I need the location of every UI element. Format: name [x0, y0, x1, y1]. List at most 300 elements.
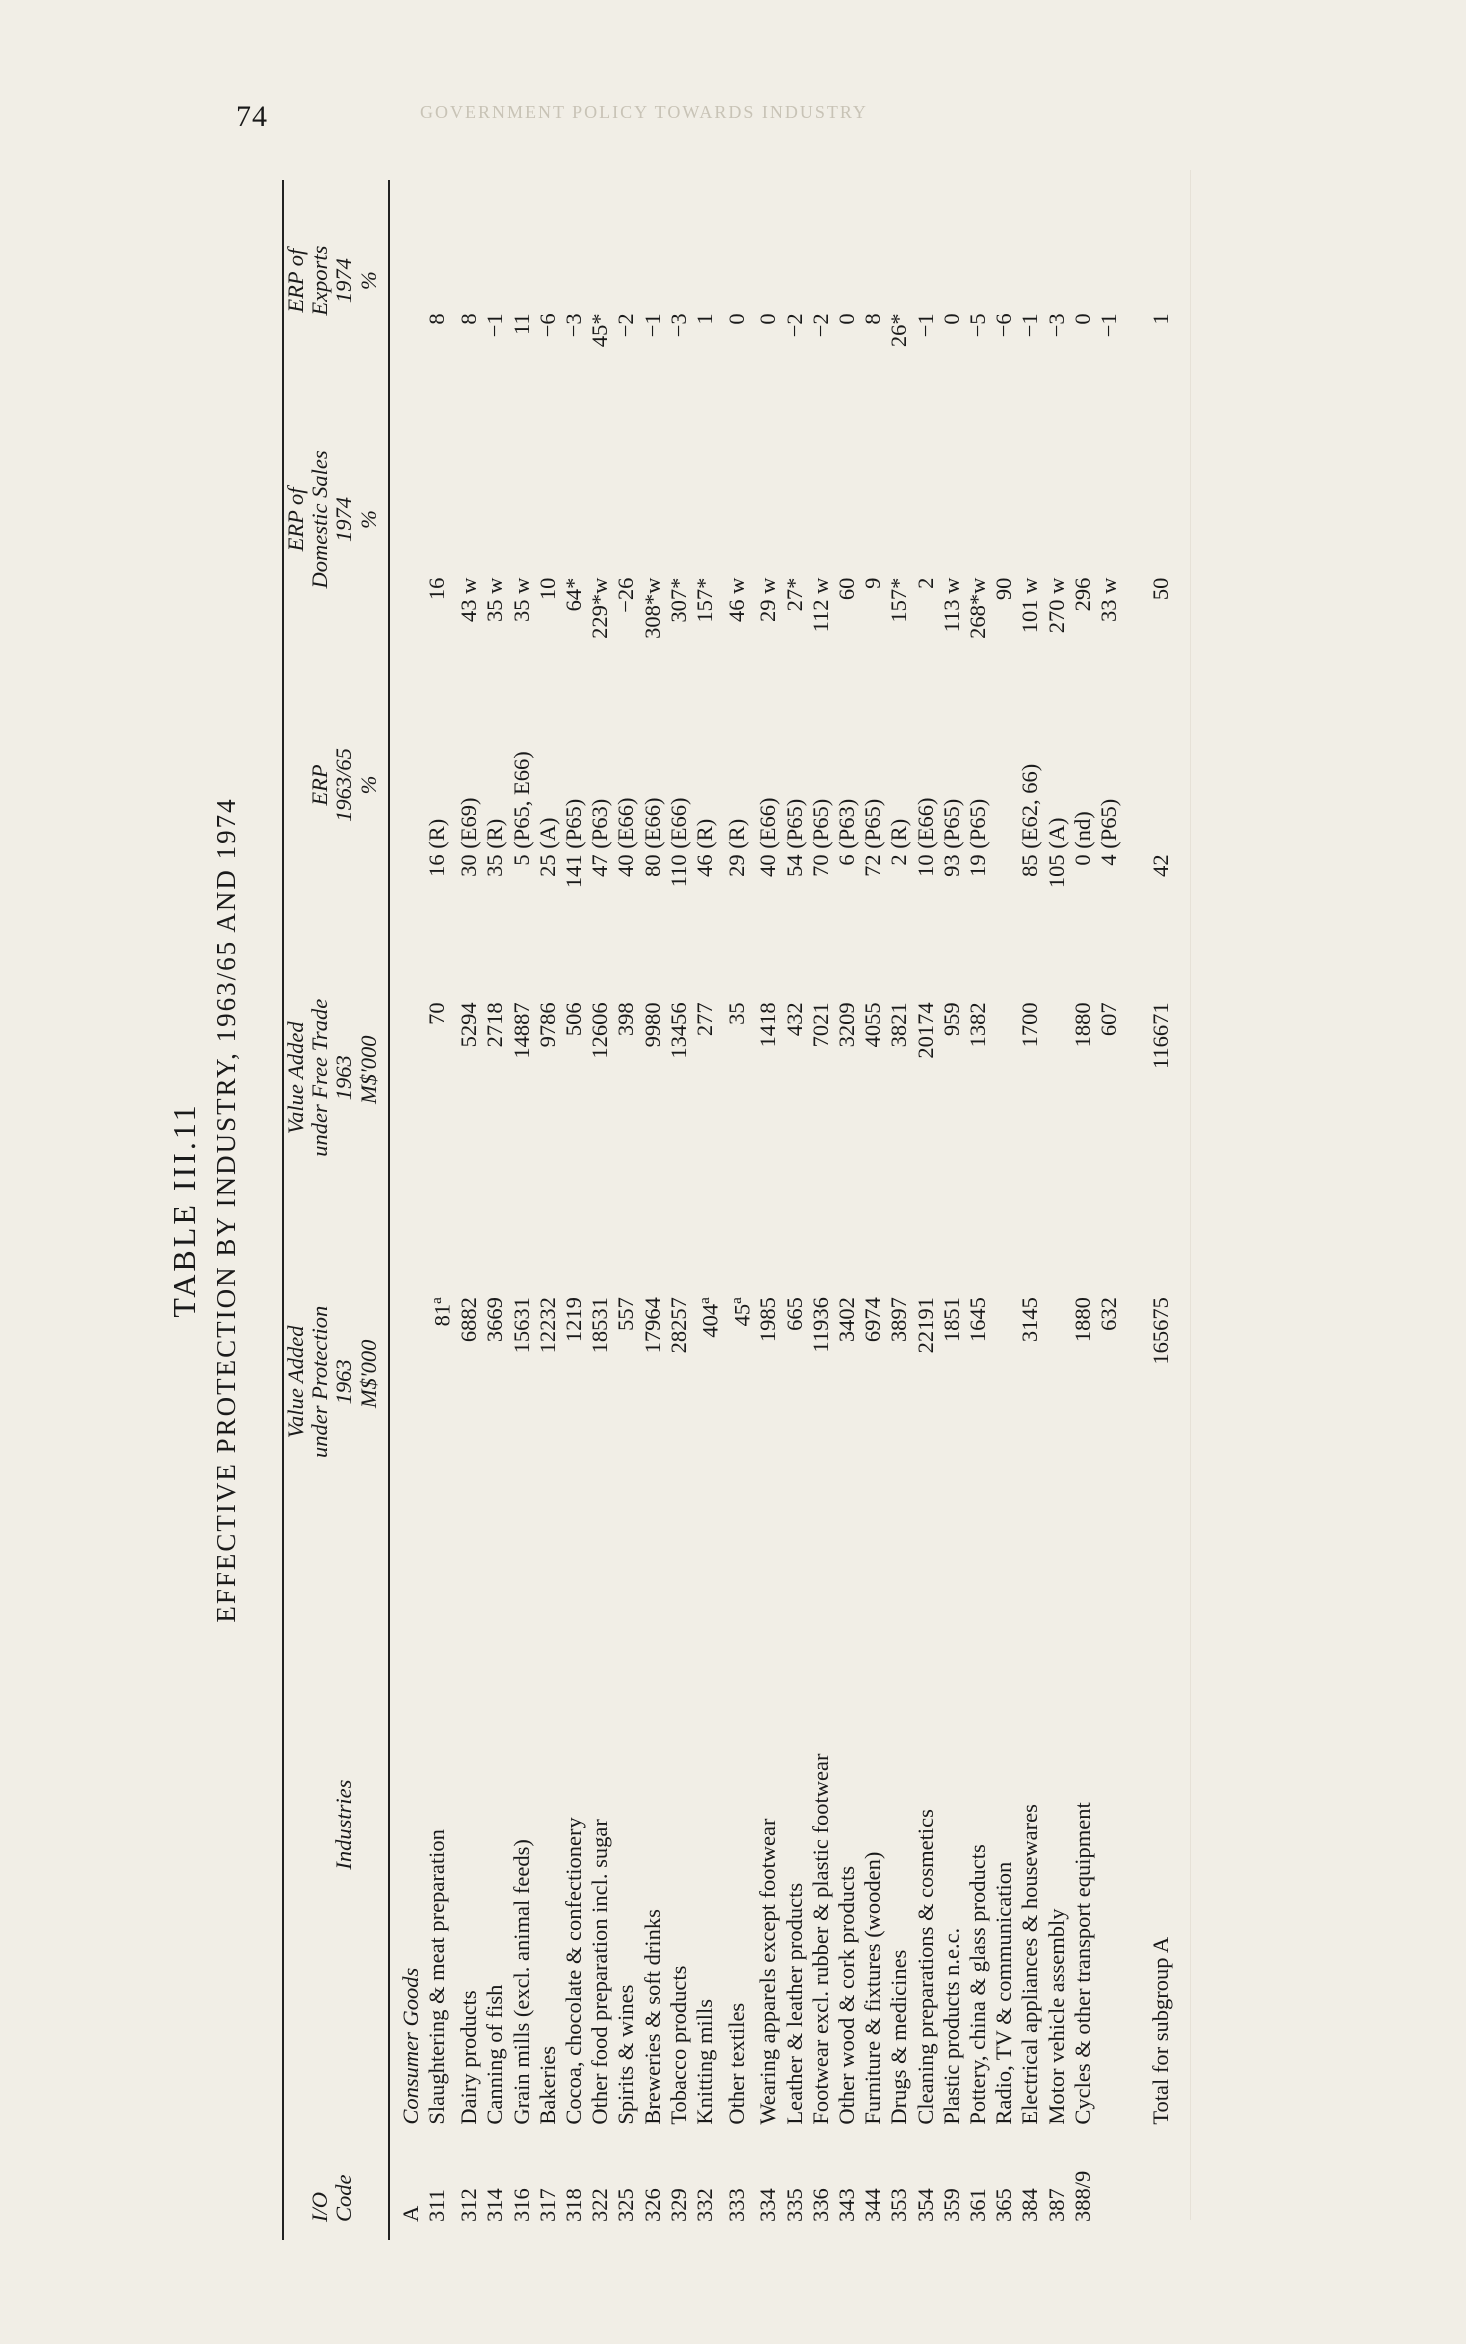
cell-va-free: 13456 — [665, 1002, 691, 1059]
cell-code: 387 — [1043, 2188, 1069, 2222]
cell-va-free: 1700 — [1017, 1002, 1043, 1048]
cell-erpe-value: −1 — [1017, 313, 1043, 338]
cell-erpd-value: 157* — [691, 577, 717, 623]
cell-erp-source: (P65) — [860, 798, 886, 855]
cell-erp-source: (R) — [886, 818, 912, 855]
cell-erpd-value: 60 — [833, 577, 859, 601]
cell-erp-domestic — [965, 381, 991, 657]
cell-erp-value: 105 — [1043, 854, 1069, 889]
cell-industry: Tobacco products — [665, 1965, 691, 2125]
cell-code: 361 — [964, 2188, 990, 2222]
cell-code: 365 — [991, 2188, 1017, 2222]
cell-va-protection: 22191 — [912, 1297, 938, 1354]
cell-va-protection: 18531 — [587, 1297, 613, 1354]
cell-va-protection: 11936 — [807, 1297, 833, 1353]
cell-erpe-value: −3 — [1043, 313, 1069, 338]
cell-erp-exports — [613, 180, 639, 381]
cell-erp-exports — [1070, 180, 1096, 381]
cell-code: 343 — [833, 2188, 859, 2222]
cell-erpd-value: 35 w — [482, 577, 508, 622]
cell-erp — [613, 658, 639, 913]
cell-erp-value: 141 — [560, 854, 586, 889]
cell-va-free: 1418 — [755, 1002, 781, 1048]
cell-erp-value: 80 — [639, 854, 665, 877]
cell-erp — [965, 658, 991, 913]
cell-erpd-value: 101 w — [1017, 577, 1043, 634]
unit-erpd: % — [356, 510, 381, 529]
cell-va-free: 506 — [560, 1002, 586, 1037]
cell-erpd-value: 90 — [991, 577, 1017, 601]
cell-erp-domestic — [613, 381, 639, 657]
cell-erp-value: 35 — [482, 854, 508, 877]
header-vap-line3: 1963 — [331, 1359, 356, 1405]
total-erpe-value: 1 — [1148, 313, 1174, 325]
cell-erp-domestic — [860, 381, 886, 657]
table-row — [939, 180, 965, 2240]
group-label: Consumer Goods — [398, 1967, 424, 2125]
header-vap-line1: Value Added — [283, 1325, 308, 1439]
cell-va-protection: 28257 — [665, 1297, 691, 1354]
table-row — [456, 180, 482, 2240]
cell-industry: Plastic products n.e.c. — [938, 1927, 964, 2125]
units-row — [356, 180, 389, 2240]
cell-erp — [1017, 658, 1043, 913]
cell-code: 312 — [456, 2188, 482, 2222]
cell-erp — [509, 658, 535, 913]
effective-protection-table — [284, 180, 1174, 2240]
cell-erpd-value: 29 w — [755, 577, 781, 622]
cell-va-free: 607 — [1095, 1002, 1121, 1037]
footnote-mark: a — [696, 1297, 713, 1304]
cell-erpe-value: −6 — [991, 313, 1017, 338]
cell-erp-source: (R) — [691, 818, 717, 855]
cell-va-protection: 1851 — [938, 1297, 964, 1343]
cell-erpe-value: −3 — [560, 313, 586, 338]
cell-erp-value: 25 — [534, 854, 560, 877]
cell-code: 311 — [424, 2189, 450, 2222]
cell-code: 384 — [1017, 2188, 1043, 2222]
cell-erp — [808, 658, 834, 913]
cell-erpd-value: 296 — [1069, 577, 1095, 612]
cell-erp-domestic — [913, 381, 939, 657]
cell-erp — [561, 658, 587, 913]
cell-erp-source: (R) — [723, 818, 749, 855]
header-erp — [284, 658, 356, 913]
cell-erp-source: (nd) — [1069, 811, 1095, 855]
cell-va-protection: 404$^a$ — [696, 1297, 723, 1338]
cell-erp — [991, 658, 1017, 913]
cell-erp-domestic — [1096, 381, 1122, 657]
cell-erpd-value: 113 w — [938, 577, 964, 633]
cell-erpe-value: 1 — [691, 313, 717, 325]
cell-erp-domestic — [535, 381, 561, 657]
cell-erpe-value: 8 — [456, 313, 482, 325]
cell-erp-source: (P65) — [560, 798, 586, 855]
cell-industry: Motor vehicle assembly — [1043, 1908, 1069, 2125]
cell-erp-value: 54 — [781, 854, 807, 877]
cell-industry: Slaughtering & meat preparation — [424, 1829, 450, 2125]
table-row — [640, 180, 666, 2240]
cell-erp-exports — [1044, 180, 1070, 381]
table-row — [1096, 180, 1122, 2240]
cell-industry: Furniture & fixtures (wooden) — [860, 1851, 886, 2125]
table-row — [666, 180, 692, 2240]
cell-erp-source: (E66) — [613, 797, 639, 855]
table-row — [587, 180, 613, 2240]
cell-erpe-value: 11 — [508, 313, 534, 335]
table-row — [808, 180, 834, 2240]
group-code: A — [398, 2205, 424, 2222]
unit-erp: % — [356, 775, 381, 795]
header-vaf-line3: 1963 — [331, 1055, 356, 1101]
cell-erp-exports — [755, 180, 781, 381]
cell-erp — [666, 658, 692, 913]
cell-erp-domestic — [782, 381, 808, 657]
cell-va-protection — [991, 1227, 1017, 1520]
cell-erp-domestic — [587, 381, 613, 657]
cell-va-free — [1044, 912, 1070, 1227]
header-va-protection — [284, 1227, 356, 1520]
cell-erp — [640, 658, 666, 913]
header-industries-line1: Industries — [331, 1779, 356, 1870]
cell-erp-value: 0 — [1069, 854, 1095, 866]
cell-erpe-value: −3 — [665, 313, 691, 338]
cell-erpe-value: −6 — [534, 313, 560, 338]
cell-va-free: 1382 — [964, 1002, 990, 1048]
cell-erp-source: (R) — [424, 818, 450, 855]
cell-erp-source: (E66) — [912, 797, 938, 855]
footnote-mark: a — [728, 1297, 745, 1304]
cell-erp-value: 29 — [723, 854, 749, 877]
cell-erp-domestic — [666, 381, 692, 657]
cell-erpd-value: 33 w — [1095, 577, 1121, 622]
table-row — [1044, 180, 1070, 2240]
cell-va-protection: 12232 — [534, 1297, 560, 1354]
cell-erp — [724, 658, 756, 913]
cell-va-free: 1880 — [1069, 1002, 1095, 1048]
total-erp-value: 42 — [1148, 854, 1174, 877]
page-number: 74 — [236, 100, 268, 133]
cell-erp-exports — [640, 180, 666, 381]
cell-va-free: 5294 — [456, 1002, 482, 1048]
cell-erp — [939, 658, 965, 913]
total-erp — [1122, 658, 1174, 913]
cell-erp-exports — [724, 180, 756, 381]
cell-industry: Dairy products — [456, 1990, 482, 2125]
cell-industry: Electrical appliances & housewares — [1017, 1804, 1043, 2125]
cell-erp-value: 40 — [613, 854, 639, 877]
cell-erpd-value: 307* — [665, 577, 691, 623]
cell-erpe-value: −1 — [912, 313, 938, 338]
cell-erp-value: 85 — [1017, 854, 1043, 877]
cell-erpe-value: −5 — [964, 313, 990, 338]
header-erpd-line2: Domestic Sales — [307, 450, 332, 589]
table-subtitle: EFFECTIVE PROTECTION BY INDUSTRY, 1963/65 AND 1974 — [211, 797, 241, 1623]
cell-erp-value: 46 — [691, 854, 717, 877]
cell-erpd-value: 157* — [886, 577, 912, 623]
cell-va-protection — [1044, 1227, 1070, 1520]
cell-erp-domestic — [424, 381, 456, 657]
cell-erp-source: (P65) — [964, 798, 990, 855]
header-va-free — [284, 912, 356, 1227]
cell-va-protection: 3402 — [833, 1297, 859, 1343]
cell-va-protection: 6974 — [860, 1297, 886, 1343]
cell-va-free: 9980 — [639, 1002, 665, 1048]
cell-erp-value: 40 — [755, 854, 781, 877]
rotated-table-block — [160, 180, 1174, 2240]
cell-industry: Other wood & cork products — [833, 1865, 859, 2125]
cell-va-free: 398 — [613, 1002, 639, 1037]
cell-code: 354 — [912, 2188, 938, 2222]
cell-code: 325 — [613, 2188, 639, 2222]
cell-code: 336 — [807, 2188, 833, 2222]
table-row — [886, 180, 912, 2240]
cell-erp-domestic — [692, 381, 724, 657]
cell-erp-exports — [424, 180, 456, 381]
cell-erpe-value: 0 — [1069, 313, 1095, 325]
header-vaf-line1: Value Added — [283, 1021, 308, 1135]
header-code-line2: Code — [331, 2174, 356, 2222]
cell-code: 359 — [938, 2188, 964, 2222]
cell-va-protection: 1219 — [560, 1297, 586, 1343]
cell-va-free: 20174 — [912, 1002, 938, 1059]
table-row — [561, 180, 587, 2240]
cell-erp-source: (P63) — [833, 798, 859, 855]
cell-industry: Footwear excl. rubber & plastic footwear — [807, 1753, 833, 2125]
cell-va-free: 14887 — [508, 1002, 534, 1059]
cell-erp-source: (P65, E66) — [508, 751, 534, 855]
cell-erp-domestic — [1044, 381, 1070, 657]
total-row — [1122, 180, 1174, 2240]
table-row — [724, 180, 756, 2240]
header-vaf-line2: under Free Trade — [307, 998, 332, 1157]
cell-erp-source: (P63) — [587, 798, 613, 855]
cell-va-free: 35 — [723, 1002, 749, 1025]
cell-industry: Radio, TV & communication — [991, 1861, 1017, 2125]
cell-erp-exports — [482, 180, 508, 381]
unit-erpe: % — [356, 271, 381, 291]
cell-industry: Other food preparation incl. sugar — [587, 1819, 613, 2125]
cell-erp-value: 19 — [964, 854, 990, 877]
table-row — [755, 180, 781, 2240]
cell-erpe-value: 45* — [587, 313, 613, 348]
cell-code: 316 — [508, 2188, 534, 2222]
cell-va-protection: 15631 — [508, 1297, 534, 1354]
cell-va-protection: 632 — [1095, 1297, 1121, 1331]
cell-erp-value: 70 — [807, 854, 833, 877]
cell-erp-exports — [509, 180, 535, 381]
cell-code: 344 — [860, 2188, 886, 2222]
header-row — [284, 180, 356, 2240]
cell-erp — [587, 658, 613, 913]
total-label: Total for subgroup A — [1148, 1936, 1174, 2125]
table-row — [1070, 180, 1096, 2240]
cell-va-protection: 1645 — [964, 1297, 990, 1343]
header-erp-domestic — [284, 381, 356, 657]
cell-va-free: 70 — [424, 1002, 450, 1025]
group-row — [389, 180, 424, 2240]
header-erpe-line3: 1974 — [331, 258, 356, 304]
cell-erp — [1096, 658, 1122, 913]
cell-va-protection: 557 — [613, 1297, 639, 1331]
cell-industry: Pottery, china & glass products — [964, 1844, 990, 2125]
cell-erp-domestic — [561, 381, 587, 657]
cell-erp — [782, 658, 808, 913]
header-code-line1: I/O — [307, 2192, 332, 2222]
cell-erp — [886, 658, 912, 913]
cell-erpe-value: 8 — [424, 313, 450, 325]
cell-erp-value: 72 — [860, 854, 886, 877]
cell-erp-source: (P65) — [1095, 798, 1121, 855]
table-row — [965, 180, 991, 2240]
cell-erp-domestic — [1017, 381, 1043, 657]
table-row — [834, 180, 860, 2240]
cell-erpd-value: 10 — [534, 577, 560, 601]
cell-erpe-value: −1 — [482, 313, 508, 338]
cell-erp — [692, 658, 724, 913]
cell-code: 322 — [587, 2188, 613, 2222]
header-erp-line2: 1963/65 — [331, 748, 356, 822]
cell-erp-domestic — [939, 381, 965, 657]
cell-code: 335 — [781, 2188, 807, 2222]
cell-va-protection: 3145 — [1017, 1297, 1043, 1343]
header-vap-line2: under Protection — [307, 1305, 332, 1458]
cell-erp-exports — [913, 180, 939, 381]
cell-erpd-value: 43 w — [456, 577, 482, 622]
cell-erp-source: (E66) — [639, 797, 665, 855]
header-erpe-line2: Exports — [307, 245, 332, 316]
cell-erp-exports — [561, 180, 587, 381]
cell-erpd-value: 46 w — [723, 577, 749, 622]
cell-industry: Other textiles — [723, 2002, 749, 2125]
cell-erp — [1044, 658, 1070, 913]
cell-erp-source: (A) — [534, 817, 560, 855]
header-erpe-line1: ERP of — [283, 248, 308, 313]
cell-industry: Drugs & medicines — [886, 1949, 912, 2125]
cell-industry: Cleaning preparations & cosmetics — [912, 1809, 938, 2125]
cell-code: 314 — [482, 2188, 508, 2222]
cell-erpe-value: −2 — [613, 313, 639, 338]
cell-erpe-value: 8 — [860, 313, 886, 325]
cell-code: 388/9 — [1069, 2170, 1095, 2222]
table-row — [991, 180, 1017, 2240]
cell-industry: Cycles & other transport equipment — [1069, 1802, 1095, 2125]
cell-erp-exports — [886, 180, 912, 381]
cell-code — [1096, 2129, 1122, 2240]
cell-erp-exports — [456, 180, 482, 381]
cell-va-protection: 6882 — [456, 1297, 482, 1343]
cell-va-free: 432 — [781, 1002, 807, 1037]
cell-erp-value: 2 — [886, 854, 912, 866]
cell-erp-domestic — [1070, 381, 1096, 657]
table-row — [509, 180, 535, 2240]
cell-erp-value: 47 — [587, 854, 613, 877]
table-row — [860, 180, 886, 2240]
cell-erp-exports — [587, 180, 613, 381]
cell-va-free: 12606 — [587, 1002, 613, 1059]
cell-erp-source: (P65) — [781, 798, 807, 855]
cell-erp-value: 4 — [1095, 854, 1121, 866]
cell-code: 333 — [723, 2188, 749, 2222]
cell-erp-source: (A) — [1043, 817, 1069, 855]
cell-code: 353 — [886, 2188, 912, 2222]
table-row — [913, 180, 939, 2240]
header-industries — [284, 1521, 356, 2129]
cell-erpe-value: 26* — [886, 313, 912, 348]
cell-erp-source: (E62, 66) — [1017, 763, 1043, 855]
cell-erpd-value: 27* — [781, 577, 807, 612]
cell-erp-exports — [782, 180, 808, 381]
running-head: GOVERNMENT POLICY TOWARDS INDUSTRY — [420, 102, 868, 122]
cell-erpd-value: 268*w — [964, 577, 990, 639]
header-erpd-line3: 1974 — [331, 496, 356, 542]
total-erp-exports — [1122, 180, 1174, 381]
cell-erp-domestic — [509, 381, 535, 657]
cell-erp-exports — [834, 180, 860, 381]
cell-code: 332 — [691, 2188, 717, 2222]
cell-erpd-value: 2 — [912, 577, 938, 589]
cell-erp-domestic — [640, 381, 666, 657]
cell-code: 329 — [665, 2188, 691, 2222]
cell-va-protection: 17964 — [639, 1297, 665, 1354]
cell-erp — [860, 658, 886, 913]
cell-erpe-value: −2 — [781, 313, 807, 338]
cell-va-free: 3209 — [833, 1002, 859, 1048]
cell-erp-exports — [991, 180, 1017, 381]
cell-code: 326 — [639, 2188, 665, 2222]
table-body — [389, 180, 1174, 2240]
cell-industry: Leather & leather products — [781, 1882, 807, 2125]
cell-erp-value: 6 — [833, 854, 859, 866]
table-row — [1017, 180, 1043, 2240]
cell-erp-value: 10 — [912, 854, 938, 877]
cell-erpd-value: 16 — [424, 577, 450, 601]
total-code — [1122, 2129, 1174, 2240]
cell-erp-source: (E69) — [456, 797, 482, 855]
total-va-protection: 165675 — [1148, 1297, 1174, 1365]
cell-erp-domestic — [991, 381, 1017, 657]
cell-erpe-value: 0 — [938, 313, 964, 325]
cell-code: 317 — [534, 2188, 560, 2222]
cell-va-free: 277 — [691, 1002, 717, 1037]
header-erpd-line1: ERP of — [283, 487, 308, 552]
cell-industry: Wearing apparels except footwear — [755, 1818, 781, 2125]
cell-va-protection: 665 — [781, 1297, 807, 1331]
cell-va-free: 2718 — [482, 1002, 508, 1048]
cell-erp-exports — [692, 180, 724, 381]
cell-erp-domestic — [834, 381, 860, 657]
unit-vap: M$'000 — [356, 1339, 381, 1409]
cell-erp-source: (R) — [482, 818, 508, 855]
total-erp-domestic — [1122, 381, 1174, 657]
cell-industry: Breweries & soft drinks — [639, 1909, 665, 2125]
cell-va-protection: 3897 — [886, 1297, 912, 1343]
table-row — [692, 180, 724, 2240]
cell-erp — [456, 658, 482, 913]
cell-erp — [755, 658, 781, 913]
cell-va-protection: 1985 — [755, 1297, 781, 1343]
cell-erp-exports — [860, 180, 886, 381]
cell-erpd-value: 229*w — [587, 577, 613, 639]
cell-erp — [482, 658, 508, 913]
cell-va-protection: 81$^a$ — [429, 1297, 455, 1327]
cell-erp-exports — [939, 180, 965, 381]
cell-industry: Grain mills (excl. animal feeds) — [508, 1839, 534, 2125]
cell-erp-domestic — [482, 381, 508, 657]
header-erp-line1: ERP — [307, 764, 332, 806]
cell-va-protection: 1880 — [1069, 1297, 1095, 1343]
cell-erpd-value: 270 w — [1043, 577, 1069, 634]
